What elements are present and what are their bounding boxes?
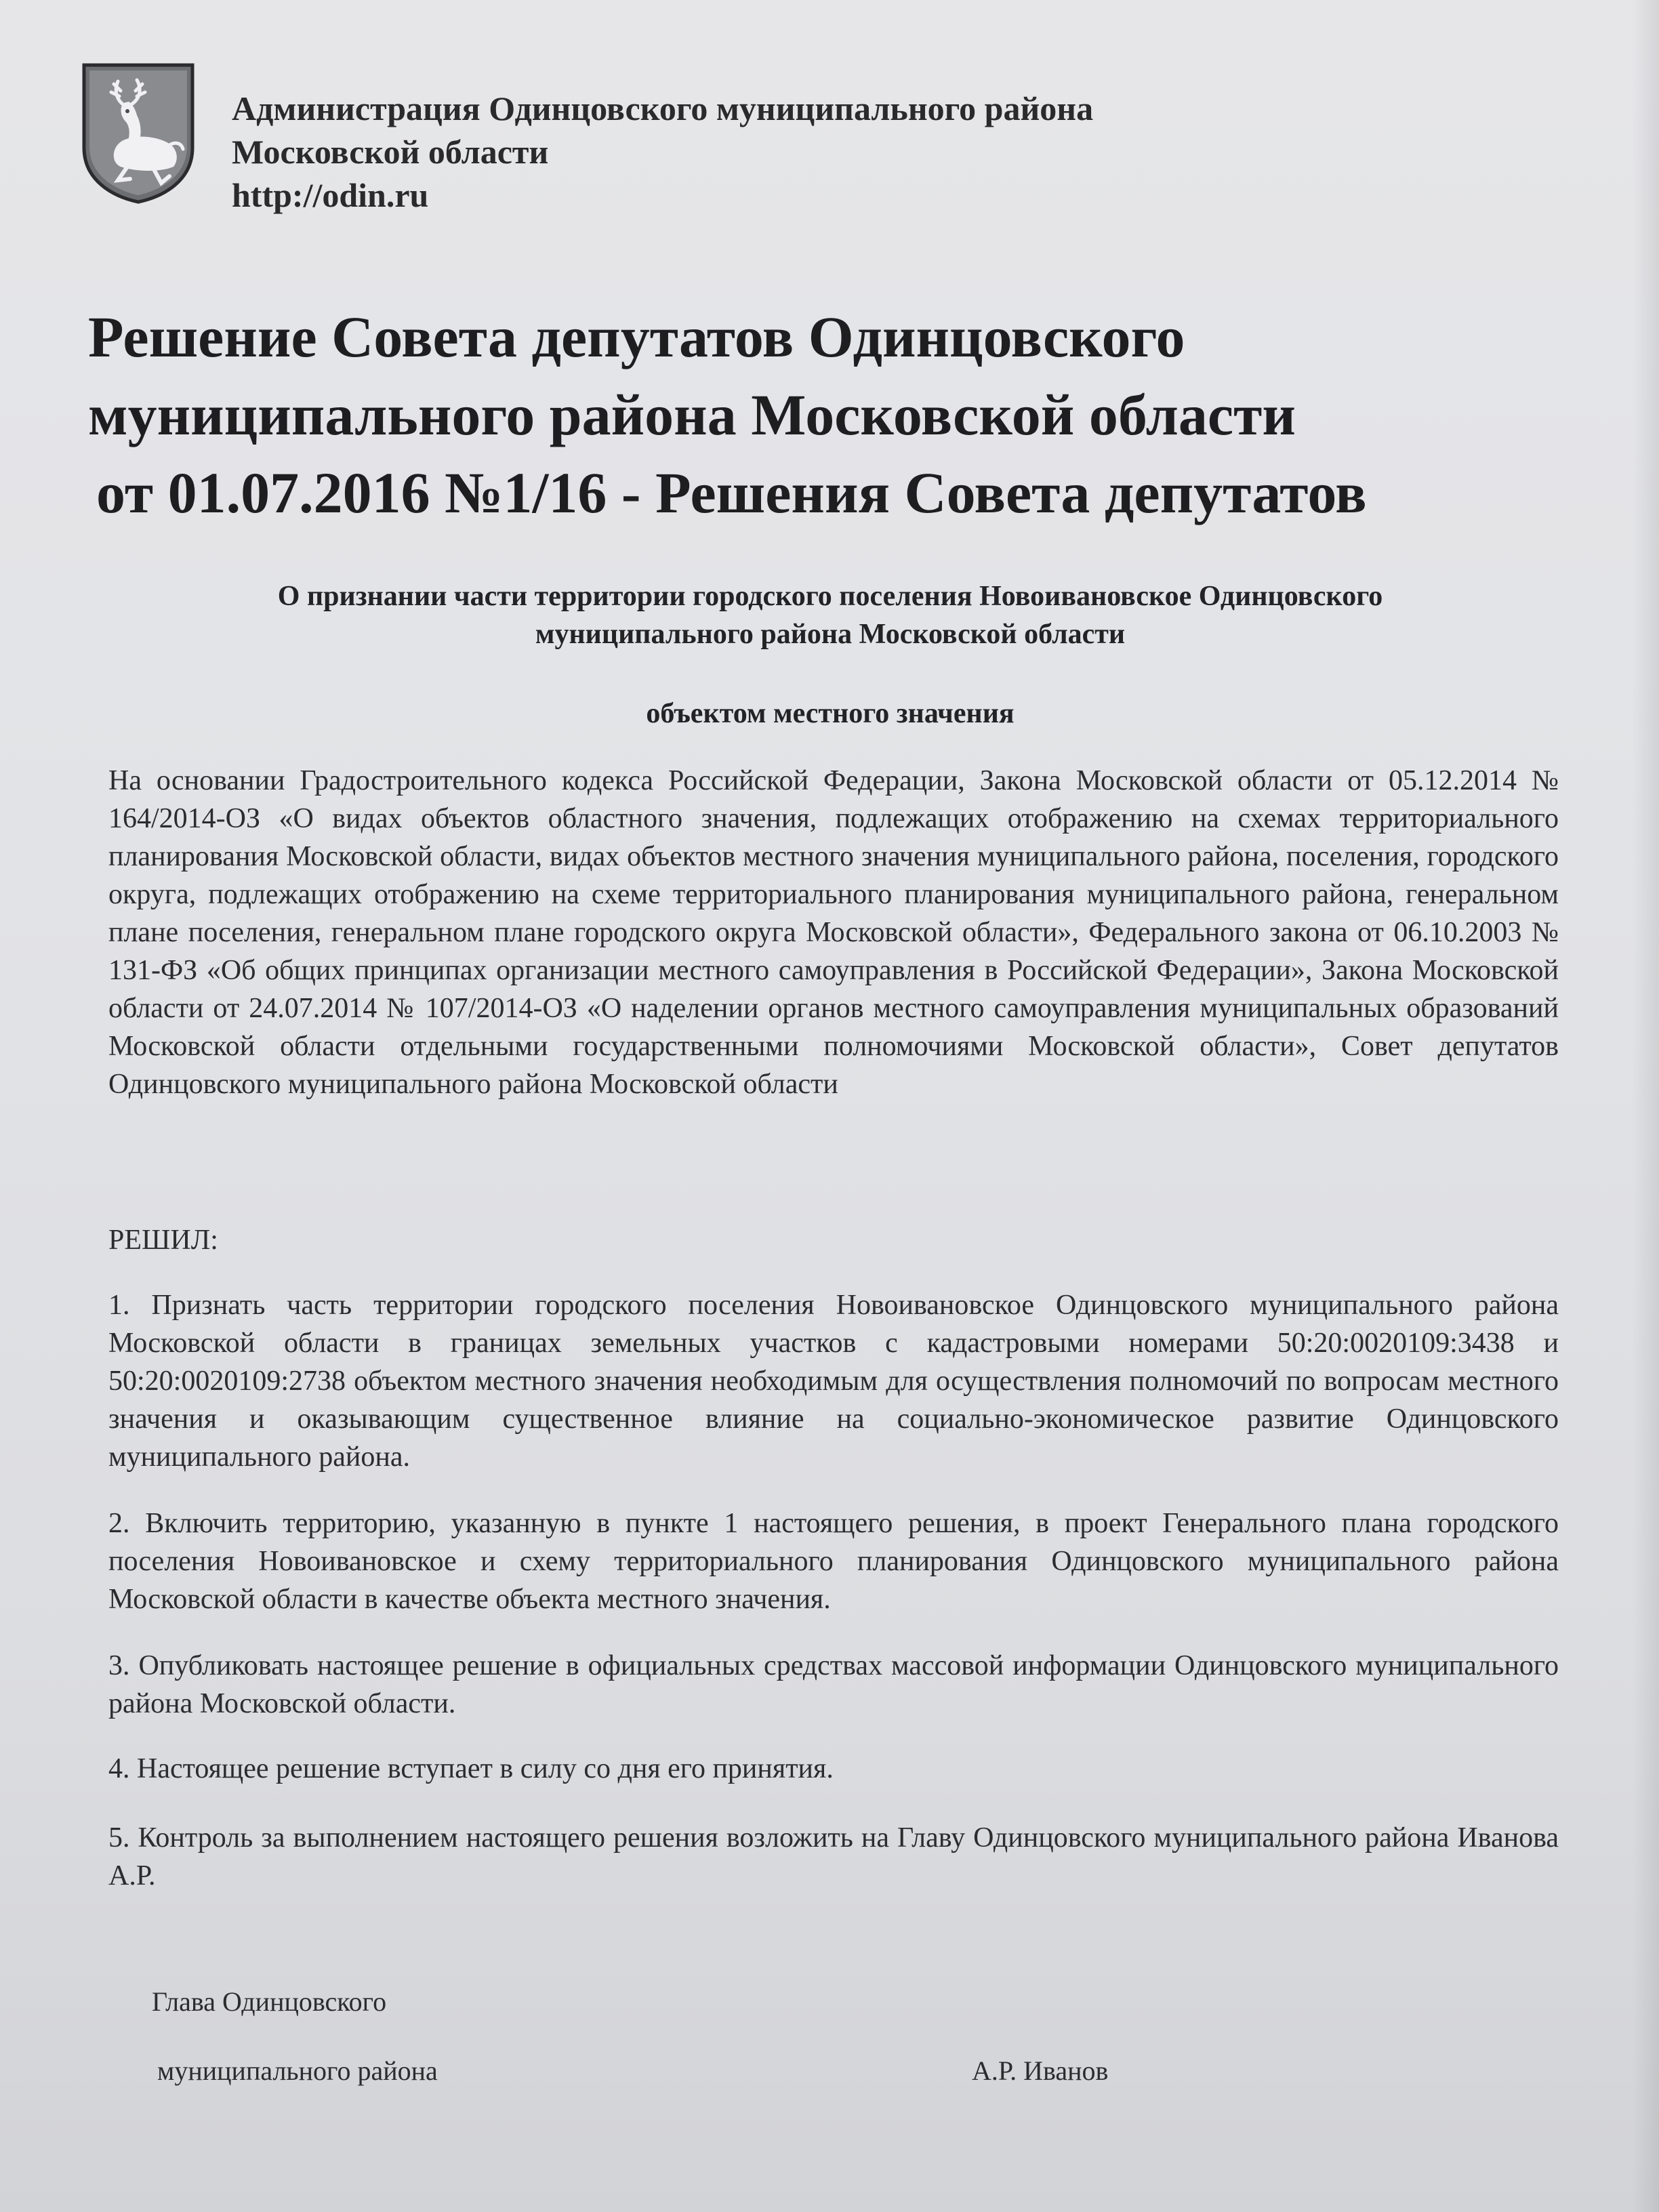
decision-subject: [108, 577, 1552, 653]
preamble-paragraph: На основании Градостроительного кодекса Российской Федерации, Закона Московской области от 05.12.2014 № 164/2014-ОЗ «О видах объектов областного значения, подлежащих отображению на схемах территориального планирования Московской области, видах объектов местного значения муниципального района, поселения, городского округа, подлежащих отображению на схеме территориального планирования муниципального района, генеральном плане поселения, генеральном плане городского округа Московской области», Федерального закона от 06.10.2003 № 131-ФЗ «Об общих принципах организации местного самоуправления в Российской Федерации», Закона Московской области от 24.07.2014 № 107/2014-ОЗ «О наделении органов местного самоуправления муниципальных образований Московской области отдельными государственными полномочиями Московской области», Совет депутатов Одинцовского муниципального района Московской области: [108, 765, 1559, 1100]
deer-coat-of-arms-icon: [80, 61, 197, 205]
decision-item-4: 4. Настоящее решение вступает в силу со дня его принятия.: [108, 1753, 834, 1784]
organization-region: Московской области: [232, 133, 549, 171]
subject-line: О признании части территории городского поселения Новоивановское Одинцовского: [277, 581, 1383, 612]
decision-item-2: 2. Включить территорию, указанную в пункте 1 настоящего решения, в проект Генерального плана городского поселения Новоивановское и схему территориального планирования Одинцовского муниципального района Московской области в качестве объекта местного значения.: [108, 1508, 1559, 1615]
subject-object-line: объектом местного значения: [646, 698, 1015, 729]
letterhead: [80, 61, 1503, 217]
title-line: от 01.07.2016 №1/16 - Решения Совета депутатов: [96, 460, 1367, 525]
organization-name: Администрация Одинцовского муниципального района: [232, 89, 1094, 127]
title-line: муниципального района Московской области: [88, 382, 1296, 447]
subject-line: муниципального района Московской области: [535, 619, 1126, 650]
signatory-title-line1: Глава Одинцовского: [152, 1986, 387, 2017]
organization-website: http://odin.ru: [232, 176, 429, 214]
page-edge-shadow: [1632, 0, 1659, 2212]
resolved-heading: РЕШИЛ:: [108, 1225, 218, 1256]
decision-item-1: 1. Признать часть территории городского поселения Новоивановское Одинцовского муниципального района Московской области в границах земельных участков с кадастровыми номерами 50:20:0020109:3438 и 50:20:0020109:2738 объектом местного значения необходимым для осуществления полномочий по вопросам местного значения и оказывающим существенное влияние на социально-экономическое развитие Одинцовского муниципального района.: [108, 1290, 1559, 1473]
document-title: [88, 298, 1579, 532]
decision-item-3: 3. Опубликовать настоящее решение в официальных средствах массовой информации Одинцовского муниципального района Московской области.: [108, 1650, 1559, 1719]
decision-item-5: 5. Контроль за выполнением настоящего решения возложить на Главу Одинцовского муниципального района Иванова А.Р.: [108, 1822, 1559, 1891]
signatory-name: А.Р. Иванов: [972, 2055, 1109, 2086]
organization-block: [232, 87, 1093, 217]
title-line: Решение Совета депутатов Одинцовского: [88, 304, 1185, 369]
signatory-title-line2: муниципального района: [157, 2055, 438, 2086]
